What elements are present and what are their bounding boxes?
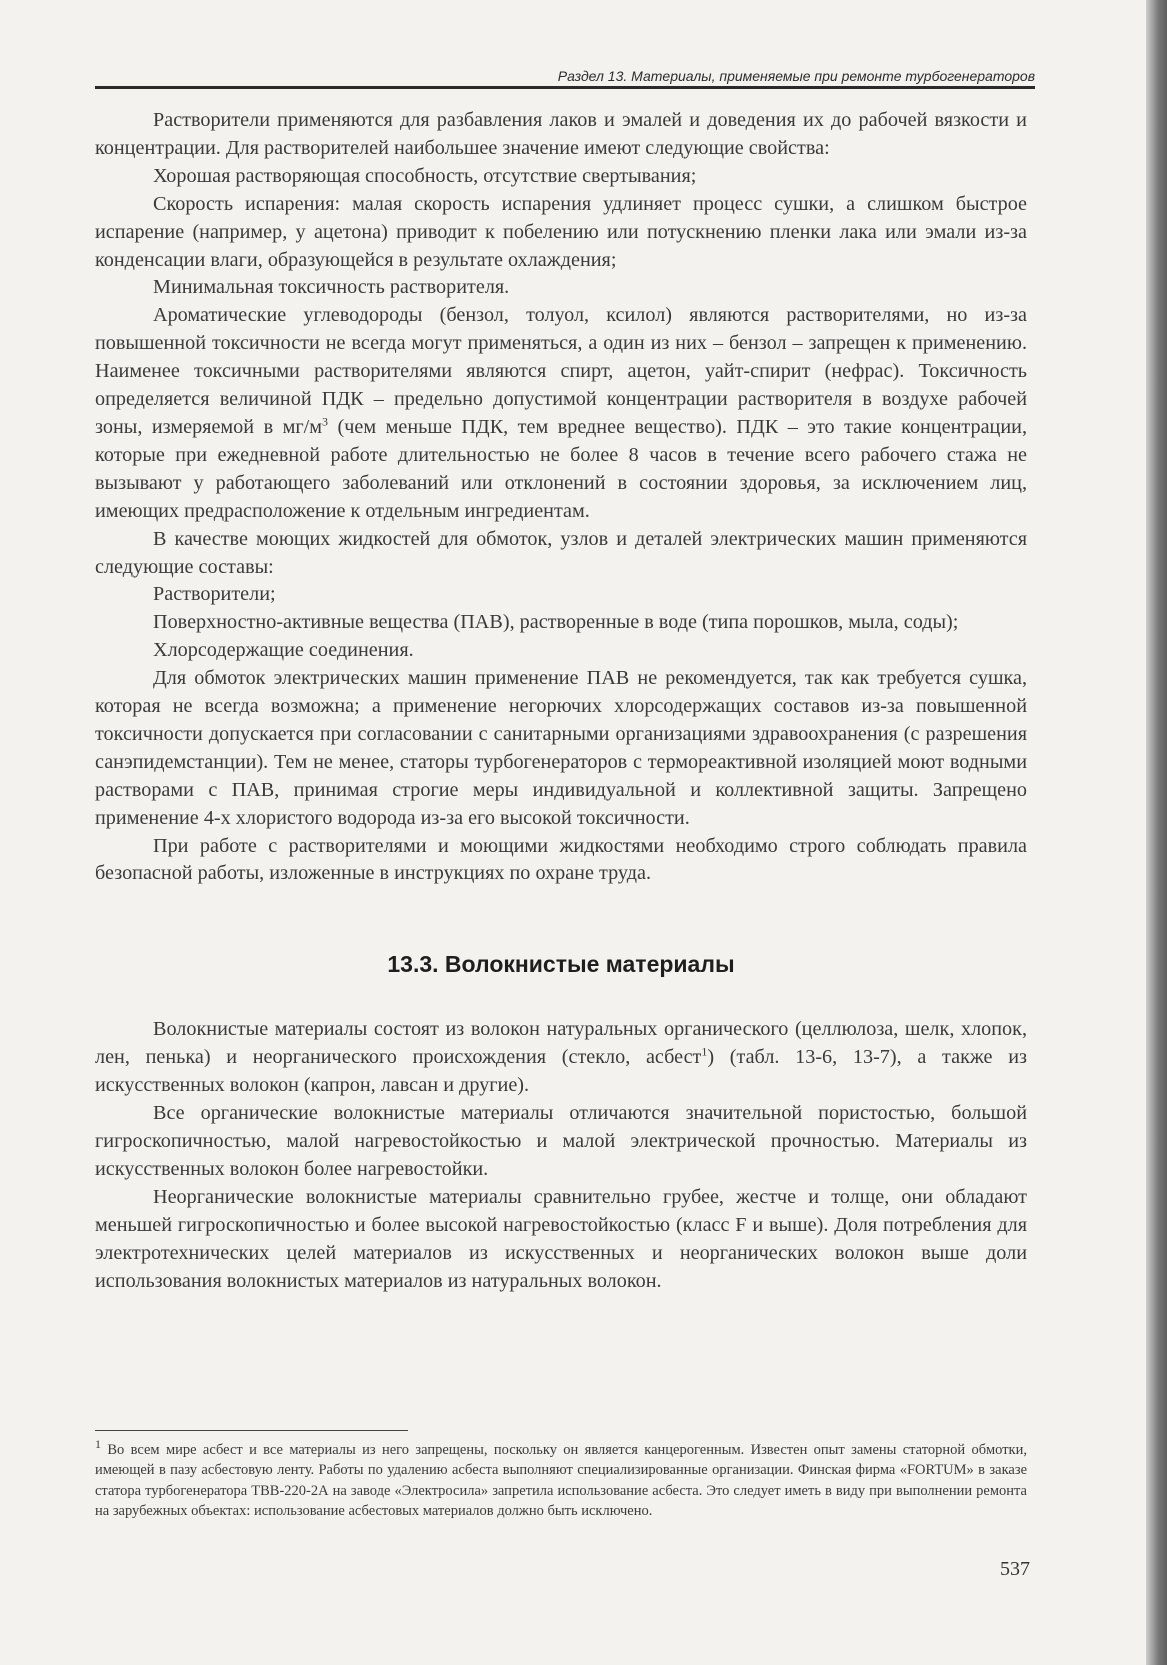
footnote-text: Во всем мире асбест и все материалы из него запрещены, поскольку он является канцерогенным. Известен опыт замены статорной обмотки, имеющей в пазу асбестовую ленту. Работы по удалению асбеста выполняют специализированные организации. Финская фирма «FORTUM» в заказе статора турбогенератора ТВВ-220-2А на заводе «Электросила» запретила использование асбеста. Это следует иметь в виду при выполнении ремонта на зарубежных объектах: использование асбестовых материалов должно быть исключено. (95, 1442, 1027, 1520)
paragraph: Растворители применяются для разбавления лаков и эмалей и доведения их до рабочей вязкости и концентрации. Для растворителей наибольшее значение имеют следующие свойства: (95, 109, 1027, 159)
paragraph: Хлорсодержащие соединения. (153, 639, 414, 662)
footnote-ref[interactable]: 1 (701, 1044, 708, 1059)
paragraph: В качестве моющих жидкостей для обмоток, узлов и деталей электрических машин применяются следующие составы: (95, 527, 1027, 578)
page-number: 537 (1000, 1558, 1030, 1580)
footnote-rule (95, 1430, 408, 1431)
header-rule (95, 86, 1035, 89)
paragraph: Все органические волокнистые материалы отличаются значительной пористостью, большой гигроскопичностью, малой нагревостойкостью и малой электрической прочностью. Материалы из искусственных волокон более нагревостойки. (95, 1102, 1027, 1180)
paragraph-text: ) (табл. 13-6, 13-7), а также из искусственных волокон (капрон, лавсан и другие). (95, 1046, 1027, 1097)
paragraph: Растворители; (153, 583, 276, 606)
paragraph-text: (чем меньше ПДК, тем вреднее вещество). ПДК – это такие концентрации, которые при ежедневной работе длительностью не более 8 часов в течение всего рабочего стажа не вызывают у работающего заболеваний или отклонений в состоянии здоровья, за исключением лиц, имеющих предрасположение к отдельным ингредиентам. (95, 415, 1027, 522)
paragraph: Скорость испарения: малая скорость испарения удлиняет процесс сушки, а слишком быстрое испарение (например, у ацетона) приводит к побелению или потускнению пленки лака или эмали из-за конденсации влаги, образующейся в результате охлаждения; (95, 192, 1027, 271)
paragraph: Неорганические волокнистые материалы сравнительно грубее, жестче и толще, они обладают меньшей гигроскопичностью и более высокой нагревостойкостью (класс F и выше). Доля потребления для электротехнических целей материалов из искусственных и неорганических волокон выше доли использования волокнистых материалов из натуральных волокон. (95, 1185, 1027, 1292)
paragraph: При работе с растворителями и моющими жидкостями необходимо строго соблюдать правила безопасной работы, изложенные в инструкциях по охране труда. (95, 834, 1027, 885)
paragraph: Хорошая растворяющая способность, отсутствие свертывания; (153, 164, 697, 187)
paragraph-fibers (95, 1016, 1027, 1100)
main-text (95, 107, 1027, 1295)
page-edge-shadow (1146, 0, 1167, 1665)
footnote-mark: 1 (95, 1437, 101, 1452)
paragraph-toxicity (95, 302, 1027, 525)
superscript: 3 (322, 414, 329, 429)
running-head: Раздел 13. Материалы, применяемые при ремонте турбогенераторов (557, 68, 1035, 84)
paragraph-text: Ароматические углеводороды (бензол, толуол, ксилол) являются растворителями, но из-за повышенной токсичности не всегда могут применяться, а один из них – бензол – запрещен к применению. Наименее токсичными растворителями являются спирт, ацетон, уайт-спирит (нефрас). Токсичность определяется величиной ПДК – предельно допустимой концентрации растворителя в воздухе рабочей зоны, измеряемой в мг/м (95, 304, 1027, 438)
footnote (95, 1437, 1027, 1522)
paragraph-text: Волокнистые материалы состоят из волокон натуральных органического (целлюлоза, шелк, хлопок, лен, пенька) и неорганического происхождения (стекло, асбест (95, 1018, 1027, 1069)
section-title: 13.3. Волокнистые материалы (387, 951, 735, 978)
paragraph: Поверхностно-активные вещества (ПАВ), растворенные в воде (типа порошков, мыла, соды); (153, 611, 959, 634)
paragraph: Минимальная токсичность растворителя. (153, 276, 510, 299)
paragraph: Для обмоток электрических машин применение ПАВ не рекомендуется, так как требуется сушка, которая не всегда возможна; а применение негорючих хлорсодержащих составов из-за повышенной токсичности допускается при согласовании с санитарными организациями здравоохранения (с разрешения санэпидемстанции). Тем не менее, статоры турбогенераторов с термореактивной изоляцией моют водными растворами с ПАВ, принимая строгие меры индивидуальной и коллективной защиты. Запрещено применение 4-х хлористого водорода из-за его высокой токсичности. (95, 667, 1027, 829)
